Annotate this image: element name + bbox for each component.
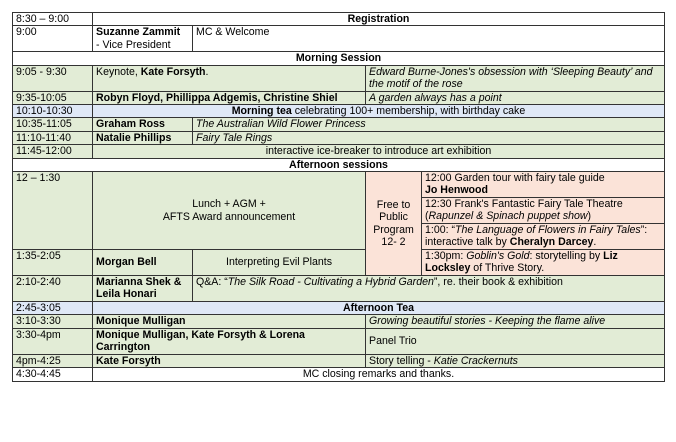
session-title: Interpreting Evil Plants [193, 250, 366, 276]
row-evil-plants [13, 250, 665, 276]
session-title: Panel Trio [366, 328, 665, 354]
time-cell: 3:30-4pm [13, 328, 93, 354]
row-growing [13, 315, 665, 328]
theatre-cell [422, 198, 665, 224]
session-title: The Australian Wild Flower Princess [193, 118, 665, 131]
row-keynote [13, 65, 665, 91]
silk-road-suffix: ”, re. their book & exhibition [433, 276, 563, 289]
flowers-time: 1:00: “ [425, 224, 456, 237]
row-garden-point [13, 91, 665, 104]
silk-road-cell [193, 276, 665, 302]
row-afternoon-header [13, 158, 665, 171]
session-title: Fairy Tale Rings [193, 131, 665, 144]
speaker-cell: Morgan Bell [93, 250, 193, 276]
garden-tour-guide: Jo Henwood [425, 184, 488, 197]
silk-road-prefix: Q&A: “ [196, 276, 228, 289]
row-lunch-1 [13, 172, 665, 198]
storytelling-prefix: Story telling - [369, 354, 434, 367]
time-cell: 2:45-3:05 [13, 302, 93, 315]
free-program-line: 12- 2 [381, 235, 406, 248]
row-icebreaker [13, 145, 665, 158]
lunch-cell [93, 172, 366, 250]
theatre-open: ( [425, 210, 429, 223]
time-cell: 11:45-12:00 [13, 145, 93, 158]
speaker-cell: Monique Mulligan, Kate Forsyth & Lorena Carrington [93, 328, 366, 354]
row-morning-header [13, 52, 665, 65]
morning-tea-cell [93, 105, 665, 118]
session-title: Growing beautiful stories - Keeping the flame alive [366, 315, 665, 328]
afternoon-sessions-header: Afternoon sessions [13, 158, 665, 171]
theatre-close: ) [587, 210, 592, 223]
session-title: A garden always has a point [366, 91, 665, 104]
speaker-name: Suzanne Zammit [96, 26, 181, 39]
goblins-end: of Thrive Story. [470, 262, 545, 275]
speaker-cell: Monique Mulligan [93, 315, 366, 328]
schedule-table [12, 12, 665, 382]
speaker-cell [93, 26, 193, 52]
time-cell: 12 – 1:30 [13, 172, 93, 250]
speaker-cell: Kate Forsyth [93, 354, 366, 367]
time-cell: 9:05 - 9:30 [13, 65, 93, 91]
flowers-speaker: Cheralyn Darcey [509, 236, 594, 249]
keynote-prefix: Keynote, [96, 65, 141, 78]
row-silk-road [13, 276, 665, 302]
time-cell: 4:30-4:45 [13, 368, 93, 381]
silk-road-title: The Silk Road - Cultivating a Hybrid Garden [227, 276, 434, 289]
free-program-line: Program [373, 223, 414, 236]
lunch-line1: Lunch + AGM + [192, 198, 266, 211]
goblins-mid: : storytelling by [529, 250, 604, 263]
time-cell: 1:35-2:05 [13, 250, 93, 276]
goblins-speaker: Liz Locksley [425, 250, 618, 275]
time-cell: 10:10-10:30 [13, 105, 93, 118]
flowers-cell [422, 224, 665, 250]
session-title: Edward Burne-Jones's obsession with ‘Sleeping Beauty’ and the motif of the rose [366, 65, 665, 91]
row-storytelling [13, 354, 665, 367]
speaker-cell: Graham Ross [93, 118, 193, 131]
goblins-time: 1:30pm: [425, 250, 467, 263]
speaker-role: - Vice President [96, 38, 171, 51]
morning-tea-desc: celebrating 100+ membership, with birthday cake [291, 105, 526, 118]
goblins-title: Goblin's Gold [466, 250, 530, 263]
garden-tour-cell [422, 172, 665, 198]
time-cell: 9:35-10:05 [13, 91, 93, 104]
row-welcome [13, 26, 665, 52]
morning-session-header: Morning Session [13, 52, 665, 65]
session-title: interactive ice-breaker to introduce art exhibition [93, 145, 665, 158]
time-cell: 3:10-3:30 [13, 315, 93, 328]
flowers-mid: ”: interactive talk by [425, 224, 648, 249]
speaker-name: Kate Forsyth [140, 65, 206, 78]
time-cell: 4pm-4:25 [13, 354, 93, 367]
row-wildflower [13, 118, 665, 131]
flowers-end: . [593, 236, 597, 249]
session-title: MC closing remarks and thanks. [93, 368, 665, 381]
storytelling-title: Katie Crackernuts [433, 354, 518, 367]
time-cell: 10:35-11:05 [13, 118, 93, 131]
keynote-suffix: . [205, 65, 209, 78]
storytelling-cell [366, 354, 665, 367]
time-cell: 8:30 – 9:00 [13, 13, 93, 26]
row-fairy-rings [13, 131, 665, 144]
free-program-line: Free to [376, 198, 411, 211]
theatre-show: Rapunzel & Spinach puppet show [428, 210, 588, 223]
free-program-cell [366, 172, 422, 276]
speaker-cell: Marianna Shek & Leila Honari [93, 276, 193, 302]
row-afternoon-tea [13, 302, 665, 315]
registration-label: Registration [93, 13, 665, 26]
time-cell: 11:10-11:40 [13, 131, 93, 144]
flowers-title: The Language of Flowers in Fairy Tales [455, 224, 641, 237]
speaker-cell: Natalie Phillips [93, 131, 193, 144]
garden-tour-text: 12:00 Garden tour with fairy tale guide [425, 172, 605, 185]
morning-tea-label: Morning tea [231, 105, 292, 118]
row-registration [13, 13, 665, 26]
session-title: MC & Welcome [193, 26, 665, 52]
time-cell: 9:00 [13, 26, 93, 52]
program-schedule [12, 12, 665, 382]
row-panel [13, 328, 665, 354]
row-morning-tea [13, 105, 665, 118]
afternoon-tea-label: Afternoon Tea [93, 302, 665, 315]
goblins-cell [422, 250, 665, 276]
theatre-text: 12:30 Frank's Fantastic Fairy Tale Theatre [425, 198, 623, 211]
lunch-line2: AFTS Award announcement [162, 210, 296, 223]
time-cell: 2:10-2:40 [13, 276, 93, 302]
free-program-line: Public [379, 211, 408, 224]
speaker-cell [93, 65, 366, 91]
speaker-cell: Robyn Floyd, Phillippa Adgemis, Christine Shiel [93, 91, 366, 104]
row-closing [13, 368, 665, 381]
